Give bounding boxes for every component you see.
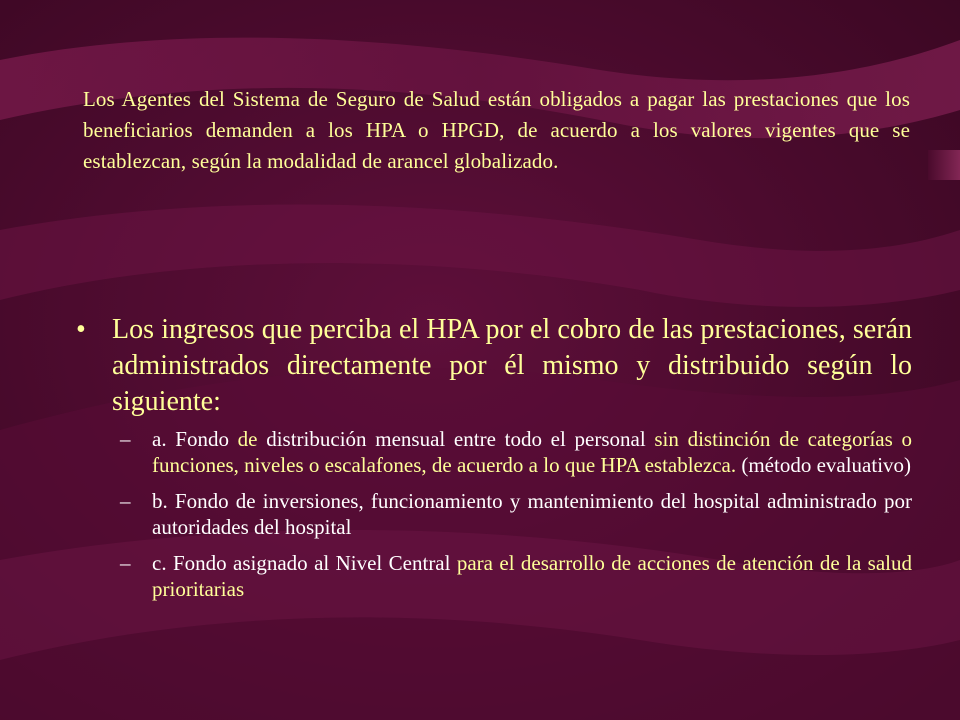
dash-marker: – [120, 551, 131, 575]
sub-bullet-text [152, 488, 912, 540]
text-run: para el desarrollo de acciones de atención de la salud prioritarias [152, 551, 912, 601]
text-run: c. Fondo asignado al Nivel Central [152, 551, 457, 575]
sub-bullet-item [120, 426, 912, 478]
dash-marker: – [120, 427, 131, 451]
sub-bullet-text [152, 426, 912, 478]
sub-bullet-item [120, 550, 912, 602]
sub-bullet-list [120, 426, 912, 612]
text-run: b. Fondo de inversiones, funcionamiento y mantenimiento del hospital administrado por autoridades del hospital [152, 489, 912, 539]
main-bullet [76, 312, 912, 420]
sub-bullet-item [120, 488, 912, 540]
sub-bullet-text [152, 550, 912, 602]
text-run: sin distinción de categorías o funciones, niveles o escalafones, de acuerdo a lo que HPA establezca. [152, 427, 912, 477]
main-bullet-text: Los ingresos que perciba el HPA por el cobro de las prestaciones, serán administrados directamente por él mismo y distribuido según lo siguiente: [112, 314, 912, 417]
intro-paragraph: Los Agentes del Sistema de Seguro de Salud están obligados a pagar las prestaciones que los beneficiarios demanden a los HPA o HPGD, de acuerdo a los valores vigentes que se establezcan, según la modalidad de arancel globalizado. [83, 87, 910, 173]
bullet-marker: • [76, 314, 86, 345]
dash-marker: – [120, 489, 131, 513]
text-run: a. Fondo [152, 427, 238, 451]
text-run: distribución mensual entre todo el personal [266, 427, 655, 451]
text-run: (método evaluativo) [741, 453, 912, 477]
text-run: de [237, 427, 267, 451]
